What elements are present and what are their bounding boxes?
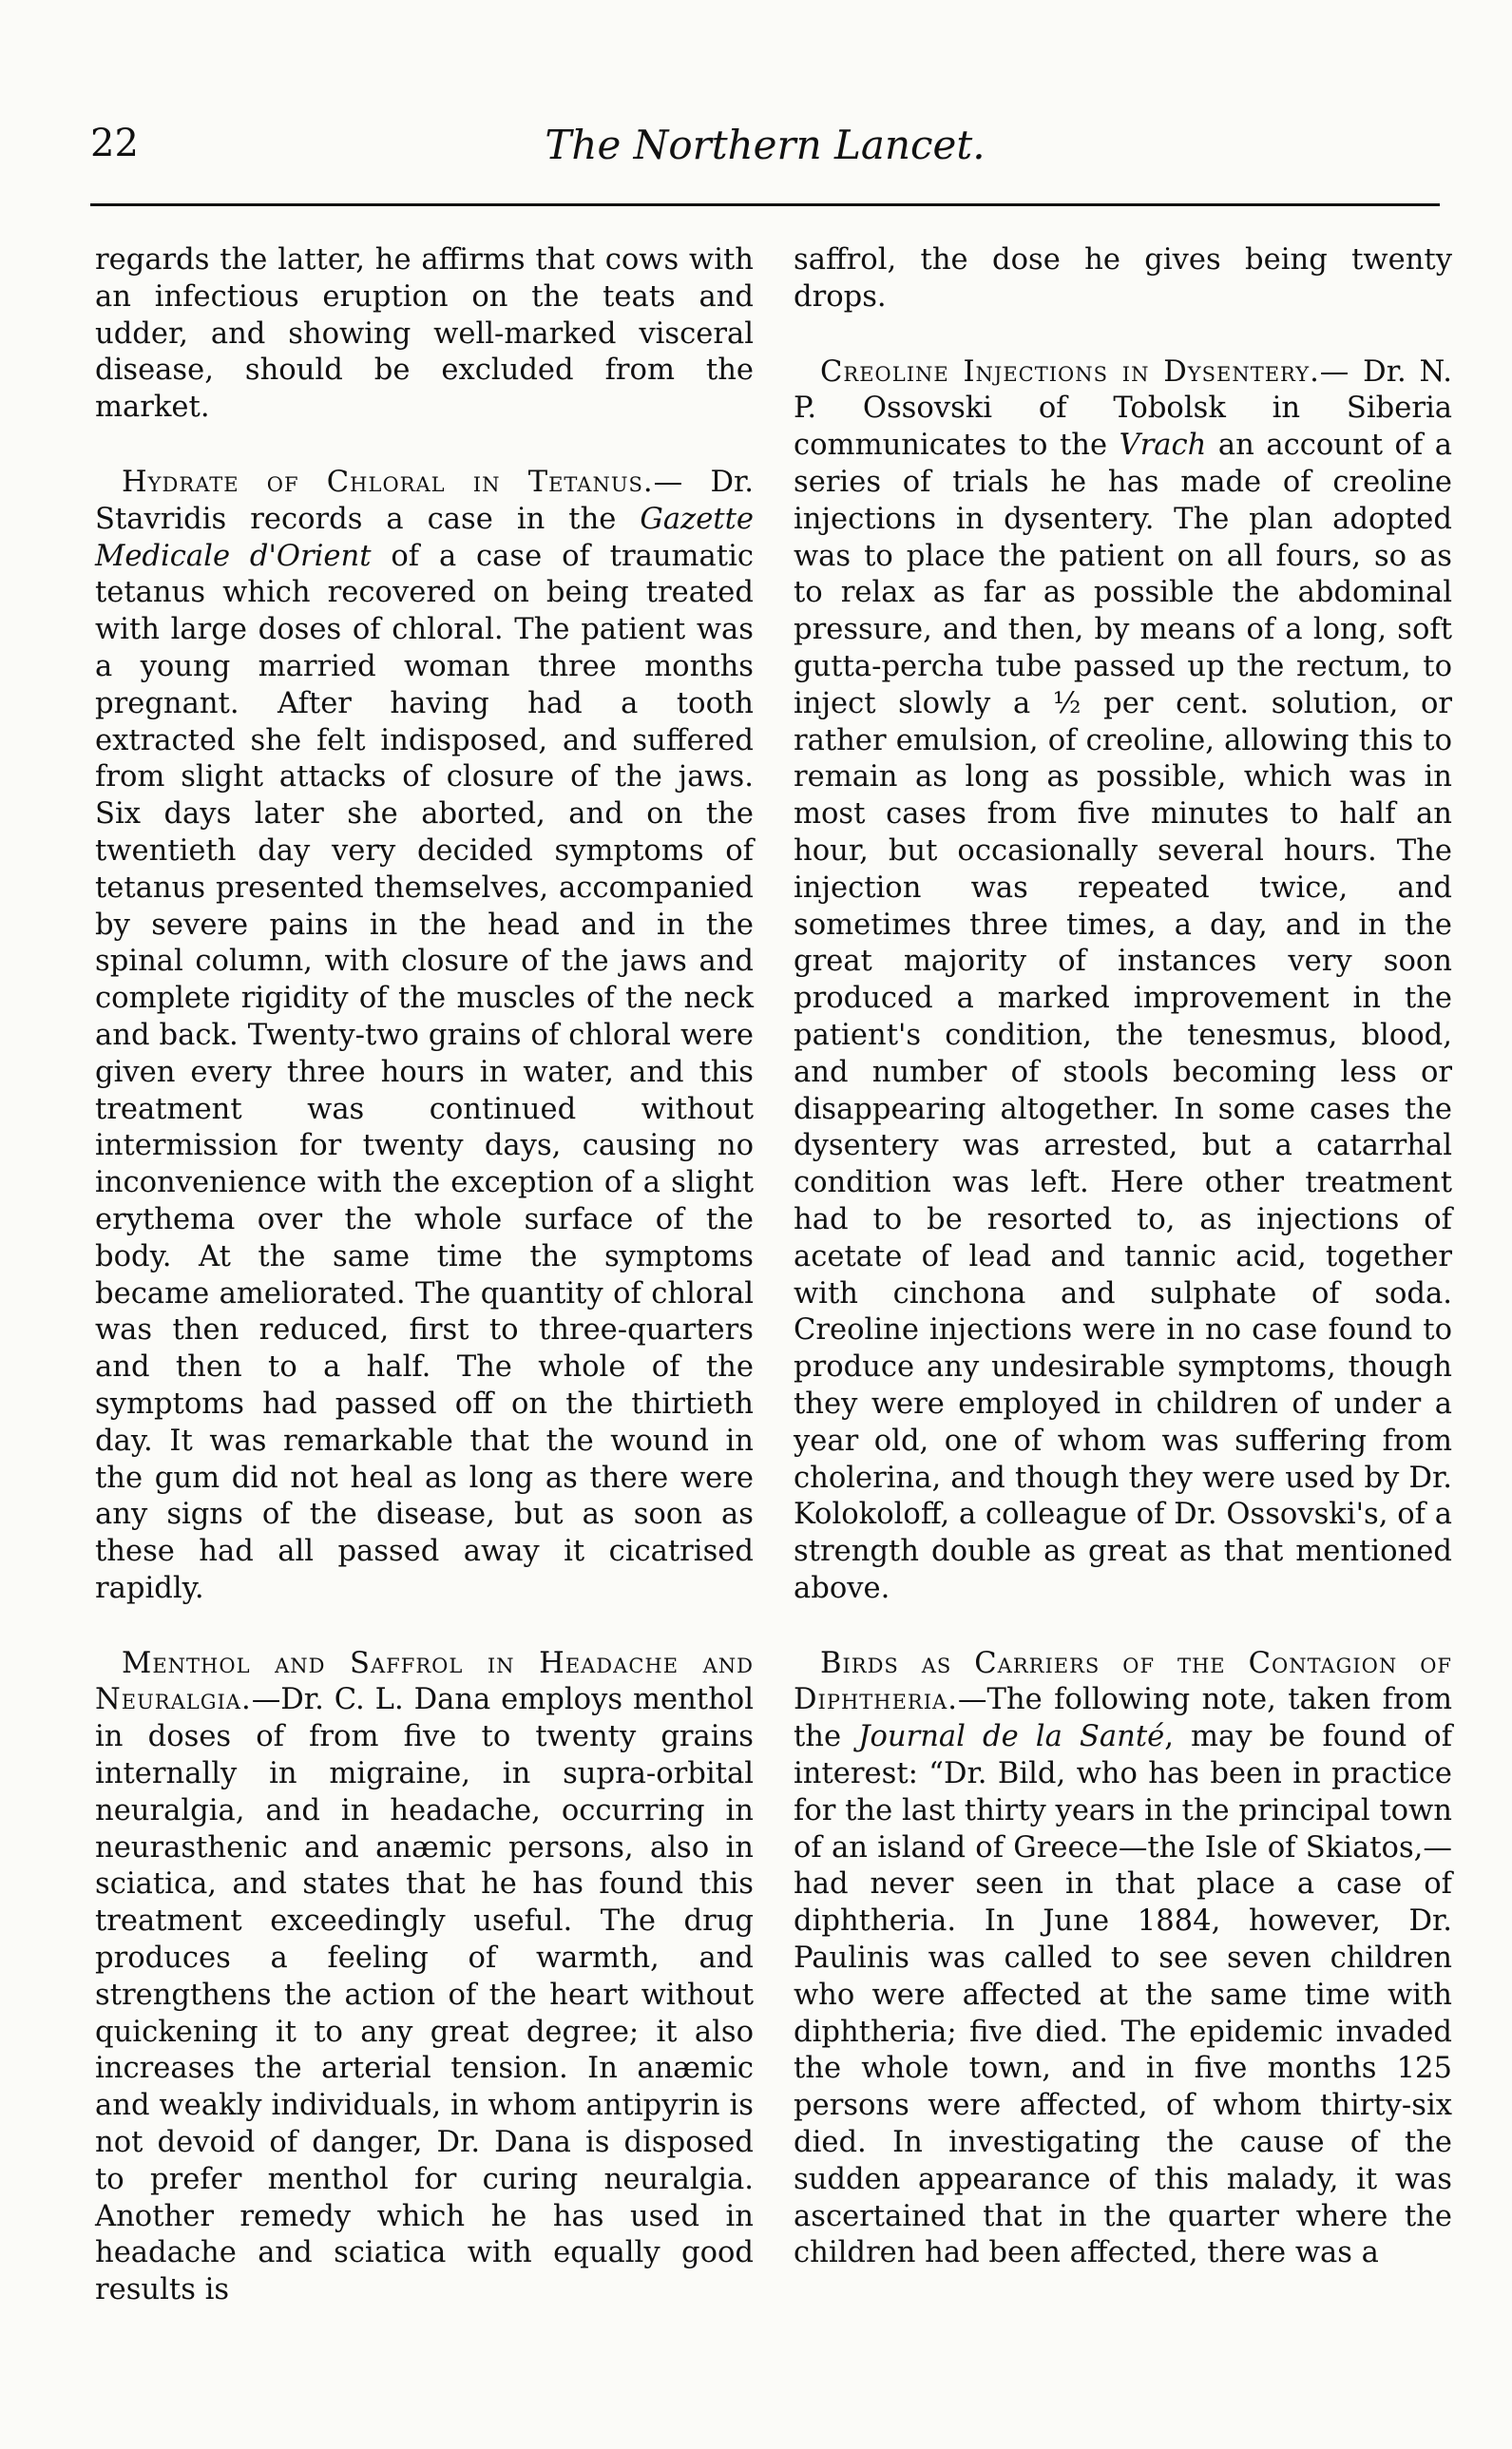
section-menthol-saffrol: Menthol and Saffrol in Headache and Neuralgia.—Dr. C. L. Dana employs menthol in doses of from five to twenty grains internally in migraine, in supra-orbital neuralgia, and in headache, occurring in neurasthenic and anæmic persons, also in sciatica, and states that he has found this treatment exceedingly useful. The drug produces a feeling of warmth, and strengthens the action of the heart without quickening it to any great degree; it also increases the arterial tension. In anæmic and weakly individuals, in whom antipyrin is not devoid of danger, Dr. Dana is disposed to prefer menthol for curing neuralgia. Another remedy which he has used in headache and sciatica with equally good results is bbox=[95, 1646, 754, 2307]
right-column bbox=[794, 242, 1452, 2272]
left-column bbox=[95, 242, 754, 2309]
section-heading: Menthol and Saffrol in Headache and Neuralgia. bbox=[95, 1646, 754, 1717]
section-heading: Creoline Injections in Dysentery.— bbox=[820, 354, 1350, 389]
header-rule bbox=[90, 203, 1440, 206]
section-creoline-dysentery: Creoline Injections in Dysentery.— Dr. N. P. Ossovski of Tobolsk in Siberia communicates to the Vrach an account of a series of trials he has made of creoline injections in dysentery. The plan adopted was to place the patient on all fours, so as to relax as far as possible the abdominal pressure, and then, by means of a long, soft gutta-percha tube passed up the rectum, to inject slowly a ½ per cent. solution, or rather emulsion, of creoline, allowing this to remain as long as possible, which was in most cases from five minutes to half an hour, but occasionally several hours. The injection was repeated twice, and sometimes three times, a day, and in the great majority of instances very soon produced a marked improvement in the patient's condition, the tenesmus, blood, and number of stools becoming less or disappearing altogether. In some cases the dysentery was arrested, but a catarrhal condition was left. Here other treatment had to be resorted to, as injections of acetate of lead and tannic acid, together with cinchona and sulphate of soda. Creoline injections were in no case found to produce any undesirable symptoms, though they were employed in children of under a year old, one of whom was suffering from cholerina, and though they were used by Dr. Kolokoloff, a colleague of Dr. Ossovski's, of a strength double as great as that mentioned above. bbox=[794, 354, 1452, 1605]
journal-title: Vrach bbox=[1119, 429, 1207, 463]
running-title: The Northern Lancet. bbox=[545, 122, 986, 168]
page-header bbox=[90, 122, 1440, 188]
page-number: 22 bbox=[90, 122, 139, 165]
section-heading: Hydrate of Chloral in Tetanus.— bbox=[122, 465, 684, 499]
section-chloral-tetanus: Hydrate of Chloral in Tetanus.— Dr. Stavridis records a case in the Gazette Medicale d'Orient of a case of traumatic tetanus which recovered on being treated with large doses of chloral. The patient was a young married woman three months pregnant. After having had a tooth extracted she felt indisposed, and suffered from slight attacks of closure of the jaws. Six days later she aborted, and on the twentieth day very decided symptoms of tetanus presented themselves, accompanied by severe pains in the head and in the spinal column, with closure of the jaws and complete rigidity of the muscles of the neck and back. Twenty-two grains of chloral were given every three hours in water, and this treatment was continued without intermission for twenty days, causing no inconvenience with the exception of a slight erythema over the whole surface of the body. At the same time the symptoms became ameliorated. The quantity of chloral was then reduced, first to three-quarters and then to a half. The whole of the symptoms had passed off on the thirtieth day. It was remarkable that the wound in the gum did not heal as long as there were any signs of the disease, but as soon as these had all passed away it cicatrised rapidly. bbox=[95, 465, 754, 1605]
paragraph-continued: regards the latter, he affirms that cows with an infectious eruption on the teats and udder, and showing well-marked visceral disease, should be excluded from the market. bbox=[95, 243, 754, 425]
section-heading: Birds as Carriers of the Contagion of Diphtheria. bbox=[794, 1646, 1452, 1717]
journal-title: Journal de la Santé bbox=[858, 1720, 1165, 1754]
section-birds-diphtheria: Birds as Carriers of the Contagion of Diphtheria.—The following note, taken from the Journal de la Santé, may be found of interest: “Dr. Bild, who has been in practice for the last thirty years in the principal town of an island of Greece—the Isle of Skiatos,—had never seen in that place a case of diphtheria. In June 1884, however, Dr. Paulinis was called to see seven children who were affected at the same time with diphtheria; five died. The epidemic invaded the whole town, and in five months 125 persons were affected, of whom thirty-six died. In investigating the cause of the sudden appearance of this malady, it was ascertained that in the quarter where the children had been affected, there was a bbox=[794, 1646, 1453, 2270]
paragraph-continued: saffrol, the dose he gives being twenty drops. bbox=[794, 243, 1452, 314]
journal-title: Gazette Medicale d'Orient bbox=[95, 502, 754, 573]
